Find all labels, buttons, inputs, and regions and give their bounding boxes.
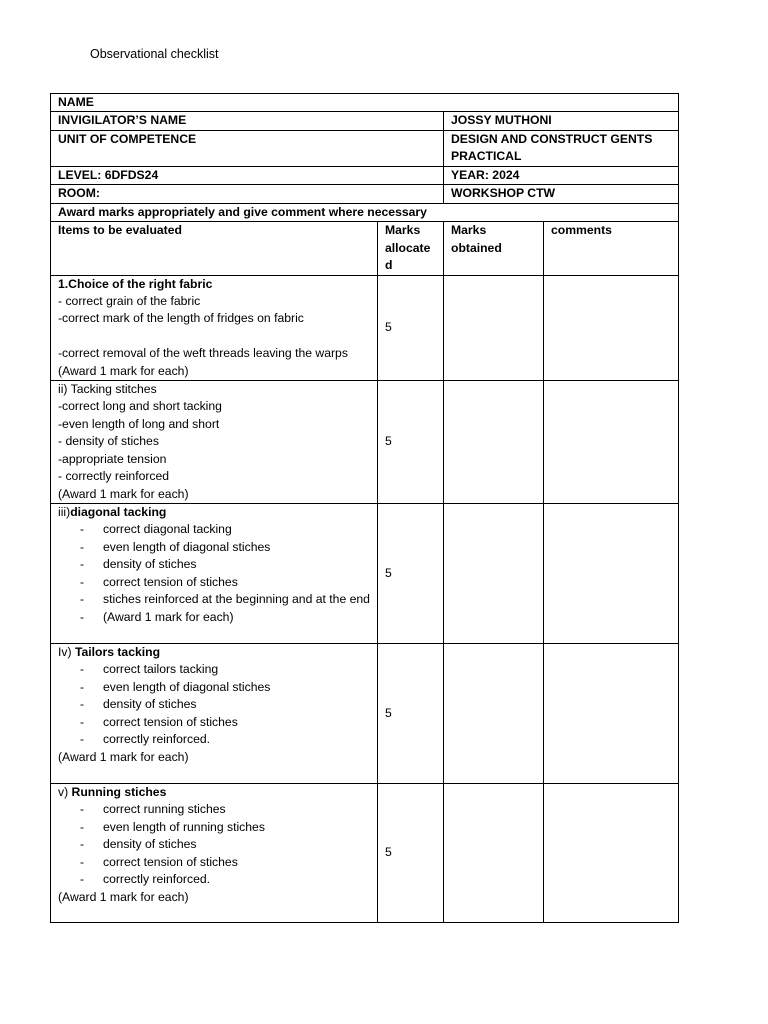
unit-value-line: DESIGN AND CONSTRUCT GENTS [451, 131, 653, 146]
item-cell [51, 275, 378, 380]
unit-row [51, 130, 679, 166]
criterion-line: -appropriate tension [58, 451, 167, 466]
section-number: iii) [58, 505, 71, 520]
marks-allocated-cell: 5 [378, 275, 444, 380]
criterion-item: - correct tension of stiches [58, 854, 377, 871]
criterion-item: - correct tension of stiches [58, 714, 377, 731]
criterion-line: -correct long and short tacking [58, 399, 222, 414]
room-row [51, 185, 679, 204]
criterion-line: -correct mark of the length of fridges on fabric [58, 311, 304, 326]
criterion-item: - density of stiches [58, 696, 377, 713]
unit-label: UNIT OF COMPETENCE [51, 130, 444, 166]
section-title: ii) Tacking stitches [58, 382, 157, 397]
checklist-row [51, 275, 679, 380]
checklist-row [51, 381, 679, 504]
criterion-item: - correct tailors tacking [58, 661, 377, 678]
section-heading: Tailors tacking [74, 645, 161, 660]
item-cell [51, 644, 378, 784]
col-header-text: Marks [451, 223, 487, 238]
award-note: (Award 1 mark for each) [58, 889, 189, 904]
comments-cell[interactable] [544, 644, 679, 784]
year-label: YEAR: 2024 [444, 166, 679, 184]
criterion-line: (Award 1 mark for each) [58, 363, 189, 378]
criterion-line: -even length of long and short [58, 416, 220, 431]
name-row [51, 94, 679, 112]
item-cell [51, 784, 378, 923]
invigilator-label: INVIGILATOR’S NAME [51, 112, 444, 130]
section-title [58, 644, 377, 661]
criterion-item: - correct diagonal tacking [58, 521, 377, 538]
section-title [58, 504, 377, 521]
criterion-item: - even length of diagonal stiches [58, 539, 377, 556]
criterion-item: - correctly reinforced. [58, 731, 377, 748]
criterion-item: - stiches reinforced at the beginning and at the end [58, 591, 377, 608]
marks-allocated-cell: 5 [378, 644, 444, 784]
col-header-text: allocate [385, 240, 431, 255]
column-header-row [51, 222, 679, 275]
item-cell [51, 381, 378, 504]
document-title: Observational checklist [90, 47, 219, 61]
comments-cell[interactable] [544, 381, 679, 504]
section-number: Iv) [58, 645, 75, 660]
criterion-line: -correct removal of the weft threads leaving the warps [58, 346, 348, 361]
criterion-item: - density of stiches [58, 556, 377, 573]
checklist-row [51, 504, 679, 644]
room-value: WORKSHOP CTW [444, 185, 679, 204]
unit-value [444, 130, 679, 166]
marks-obtained-cell[interactable] [444, 275, 544, 380]
criterion-item: - even length of diagonal stiches [58, 679, 377, 696]
criterion-line: - density of stiches [58, 434, 159, 449]
col-header-text: Marks [385, 223, 421, 238]
criterion-item: - density of stiches [58, 836, 377, 853]
criterion-item: - even length of running stiches [58, 819, 377, 836]
criterion-item: - (Award 1 mark for each) [58, 609, 377, 626]
col-header-marks-allocated [378, 222, 444, 275]
instruction-row [51, 204, 679, 222]
invigilator-value: JOSSY MUTHONI [444, 112, 679, 130]
marks-allocated-cell: 5 [378, 381, 444, 504]
col-header-text: obtained [451, 240, 502, 255]
section-heading: Running stiches [71, 785, 167, 800]
checklist-row [51, 644, 679, 784]
checklist-row [51, 784, 679, 923]
comments-cell[interactable] [544, 275, 679, 380]
award-note: (Award 1 mark for each) [58, 749, 189, 764]
unit-value-line: PRACTICAL [451, 149, 522, 164]
criterion-item: - correctly reinforced. [58, 871, 377, 888]
comments-cell[interactable] [544, 784, 679, 923]
checklist-table [50, 93, 679, 923]
level-label: LEVEL: 6DFDS24 [51, 166, 444, 184]
criterion-line: - correct grain of the fabric [58, 294, 201, 309]
col-header-marks-obtained [444, 222, 544, 275]
marks-obtained-cell[interactable] [444, 504, 544, 644]
instruction-text: Award marks appropriately and give comment where necessary [51, 204, 679, 222]
criterion-line: (Award 1 mark for each) [58, 486, 189, 501]
col-header-items: Items to be evaluated [51, 222, 378, 275]
level-row [51, 166, 679, 184]
marks-allocated-cell: 5 [378, 784, 444, 923]
section-title: 1.Choice of the right fabric [58, 276, 213, 291]
section-number: v) [58, 785, 72, 800]
marks-obtained-cell[interactable] [444, 381, 544, 504]
room-label: ROOM: [51, 185, 444, 204]
section-title [58, 784, 377, 801]
col-header-comments: comments [544, 222, 679, 275]
section-heading: diagonal tacking [70, 505, 167, 520]
marks-obtained-cell[interactable] [444, 784, 544, 923]
col-header-text: d [385, 258, 393, 273]
criterion-line: - correctly reinforced [58, 469, 170, 484]
comments-cell[interactable] [544, 504, 679, 644]
name-label: NAME [51, 94, 679, 112]
marks-allocated-cell: 5 [378, 504, 444, 644]
invigilator-row [51, 112, 679, 130]
criterion-item: - correct tension of stiches [58, 574, 377, 591]
item-cell [51, 504, 378, 644]
criterion-item: - correct running stiches [58, 801, 377, 818]
marks-obtained-cell[interactable] [444, 644, 544, 784]
